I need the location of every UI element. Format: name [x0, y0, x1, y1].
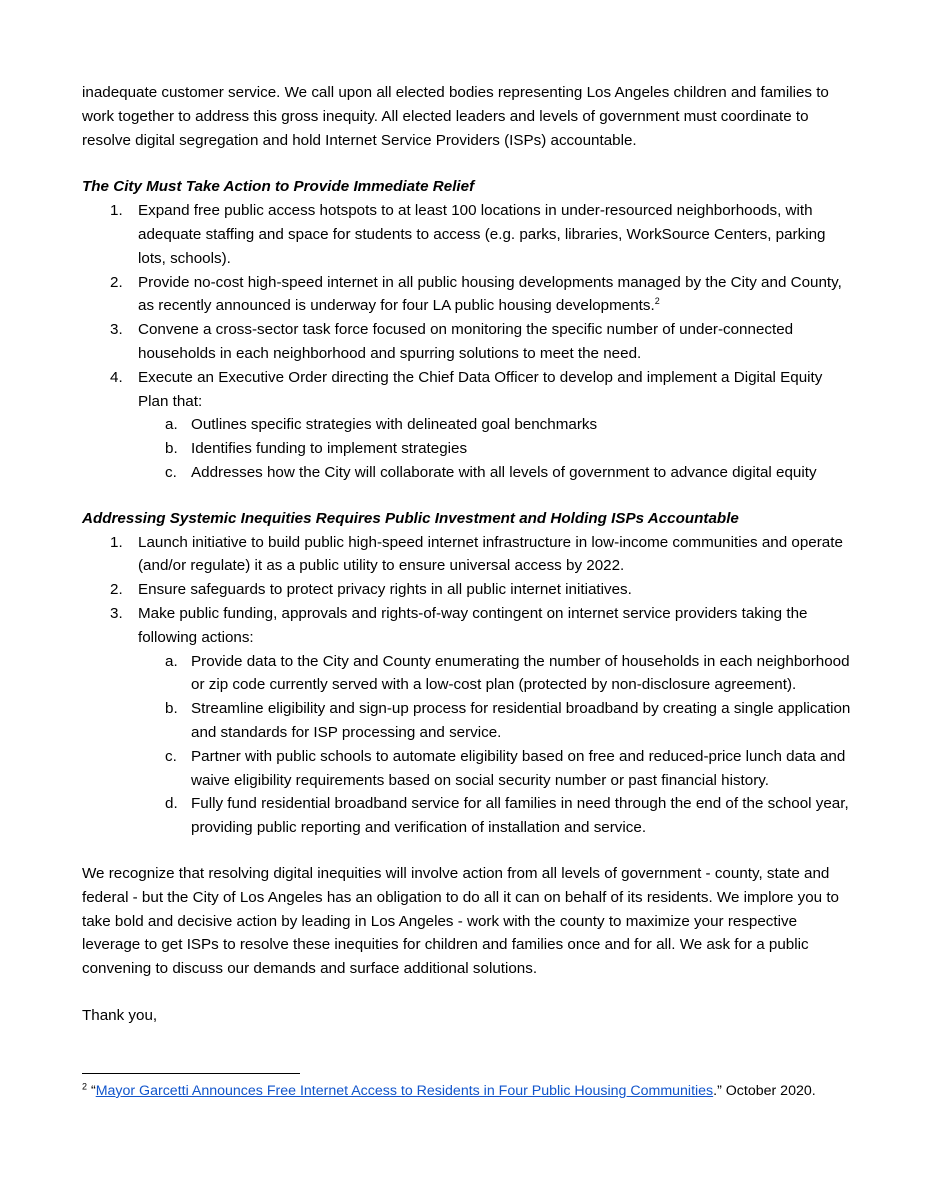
list-marker: 3. — [110, 604, 123, 622]
section1-heading: The City Must Take Action to Provide Immediate Relief — [82, 178, 475, 196]
list-item-text: Partner with public schools to automate eligibility based on free and reduced-price lunch data and waive eligibility requirements based on social security number or past financial history. — [191, 747, 846, 789]
footnote-tail: .” October 2020. — [713, 1083, 816, 1099]
list-item — [82, 318, 852, 366]
section2-heading: Addressing Systemic Inequities Requires Public Investment and Holding ISPs Accountable — [82, 509, 739, 527]
list-item — [82, 578, 852, 602]
sublist — [138, 650, 852, 840]
list-marker: 1. — [110, 202, 123, 220]
list-item-text: Ensure safeguards to protect privacy rights in all public internet initiatives. — [138, 581, 632, 599]
sublist — [138, 413, 852, 484]
letter-body — [82, 81, 852, 1028]
list-item — [82, 602, 852, 840]
list-item-text: Execute an Executive Order directing the Chief Data Officer to develop and implement a Digital Equity Plan that: — [138, 368, 823, 410]
sublist-item — [138, 697, 852, 745]
conclusion-paragraph: We recognize that resolving digital inequities will involve action from all levels of government - county, state and federal - but the City of Los Angeles has an obligation to do all it can on behalf of its residents. We implore you to take bold and decisive action by leading in Los Angeles - work with the county to maximize your respective leverage to get ISPs to resolve these inequities for children and families once and for all. We ask for a public convening to discuss our demands and surface additional solutions. — [82, 864, 840, 978]
intro-paragraph: inadequate customer service. We call upon all elected bodies representing Los Angeles children and families to work together to address this gross inequity. All elected leaders and levels of government must coordinate to resolve digital segregation and hold Internet Service Providers (ISPs) accountable. — [82, 84, 829, 149]
list-marker: d. — [165, 795, 178, 813]
list-marker: 4. — [110, 368, 123, 386]
list-item-text: Expand free public access hotspots to at least 100 locations in under-resourced neighborhoods, with adequate staffing and space for students to access (e.g. parks, libraries, WorkSource Centers, parking lots, schools). — [138, 202, 826, 267]
list-marker: c. — [165, 747, 177, 765]
list-item-text: Make public funding, approvals and rights-of-way contingent on internet service providers taking the following actions: — [138, 604, 808, 646]
list-item-text: Provide no-cost high-speed internet in all public housing developments managed by the City and County, as recently announced is underway for four LA public housing developments. — [138, 273, 842, 315]
sublist-item — [138, 461, 852, 485]
list-item-text: Identifies funding to implement strategies — [191, 440, 468, 458]
list-item-text: Fully fund residential broadband service for all families in need through the end of the school year, providing public reporting and verification of installation and service. — [191, 795, 849, 837]
sublist-item — [138, 413, 852, 437]
closing-line: Thank you, — [82, 1006, 158, 1024]
section2-list — [82, 531, 852, 840]
list-item — [82, 199, 852, 270]
list-item — [82, 531, 852, 579]
sublist-item — [138, 792, 852, 840]
sublist-item — [138, 437, 852, 461]
list-marker: 3. — [110, 321, 123, 339]
sublist-item — [138, 745, 852, 793]
list-item-text: Convene a cross-sector task force focused on monitoring the specific number of under-connected households in each neighborhood and spurring solutions to meet the need. — [138, 321, 794, 362]
list-marker: 1. — [110, 533, 123, 551]
list-item-text: Provide data to the City and County enumerating the number of households in each neighborhood or zip code currently served with a low-cost plan (protected by non-disclosure agreement). — [191, 652, 850, 694]
list-marker: 2. — [110, 581, 123, 599]
list-marker: c. — [165, 463, 177, 481]
section1-list — [82, 199, 852, 485]
list-item-text: Streamline eligibility and sign-up process for residential broadband by creating a single application and standards for ISP processing and service. — [191, 700, 851, 741]
list-marker: b. — [165, 700, 178, 718]
list-marker: a. — [165, 416, 178, 434]
footnote-link[interactable]: Mayor Garcetti Announces Free Internet Access to Residents in Four Public Housing Communities — [95, 1083, 714, 1099]
footnote-open-quote: “ — [90, 1083, 96, 1099]
list-item-text: Outlines specific strategies with delineated goal benchmarks — [191, 416, 598, 434]
list-item-text: Addresses how the City will collaborate with all levels of government to advance digital equity — [191, 463, 817, 481]
list-item-text: Launch initiative to build public high-speed internet infrastructure in low-income communities and operate (and/or regulate) it as a public utility to ensure universal access by 2022. — [138, 533, 843, 575]
footnote-reference[interactable]: 2 — [654, 296, 660, 307]
sublist-item — [138, 650, 852, 698]
footnote-number: 2 — [82, 1081, 88, 1092]
list-marker: 2. — [110, 273, 123, 291]
list-marker: b. — [165, 440, 178, 458]
footnote — [82, 1082, 852, 1101]
footnote-divider — [82, 1073, 300, 1074]
list-item — [82, 366, 852, 485]
list-marker: a. — [165, 652, 178, 670]
list-item — [82, 271, 852, 319]
